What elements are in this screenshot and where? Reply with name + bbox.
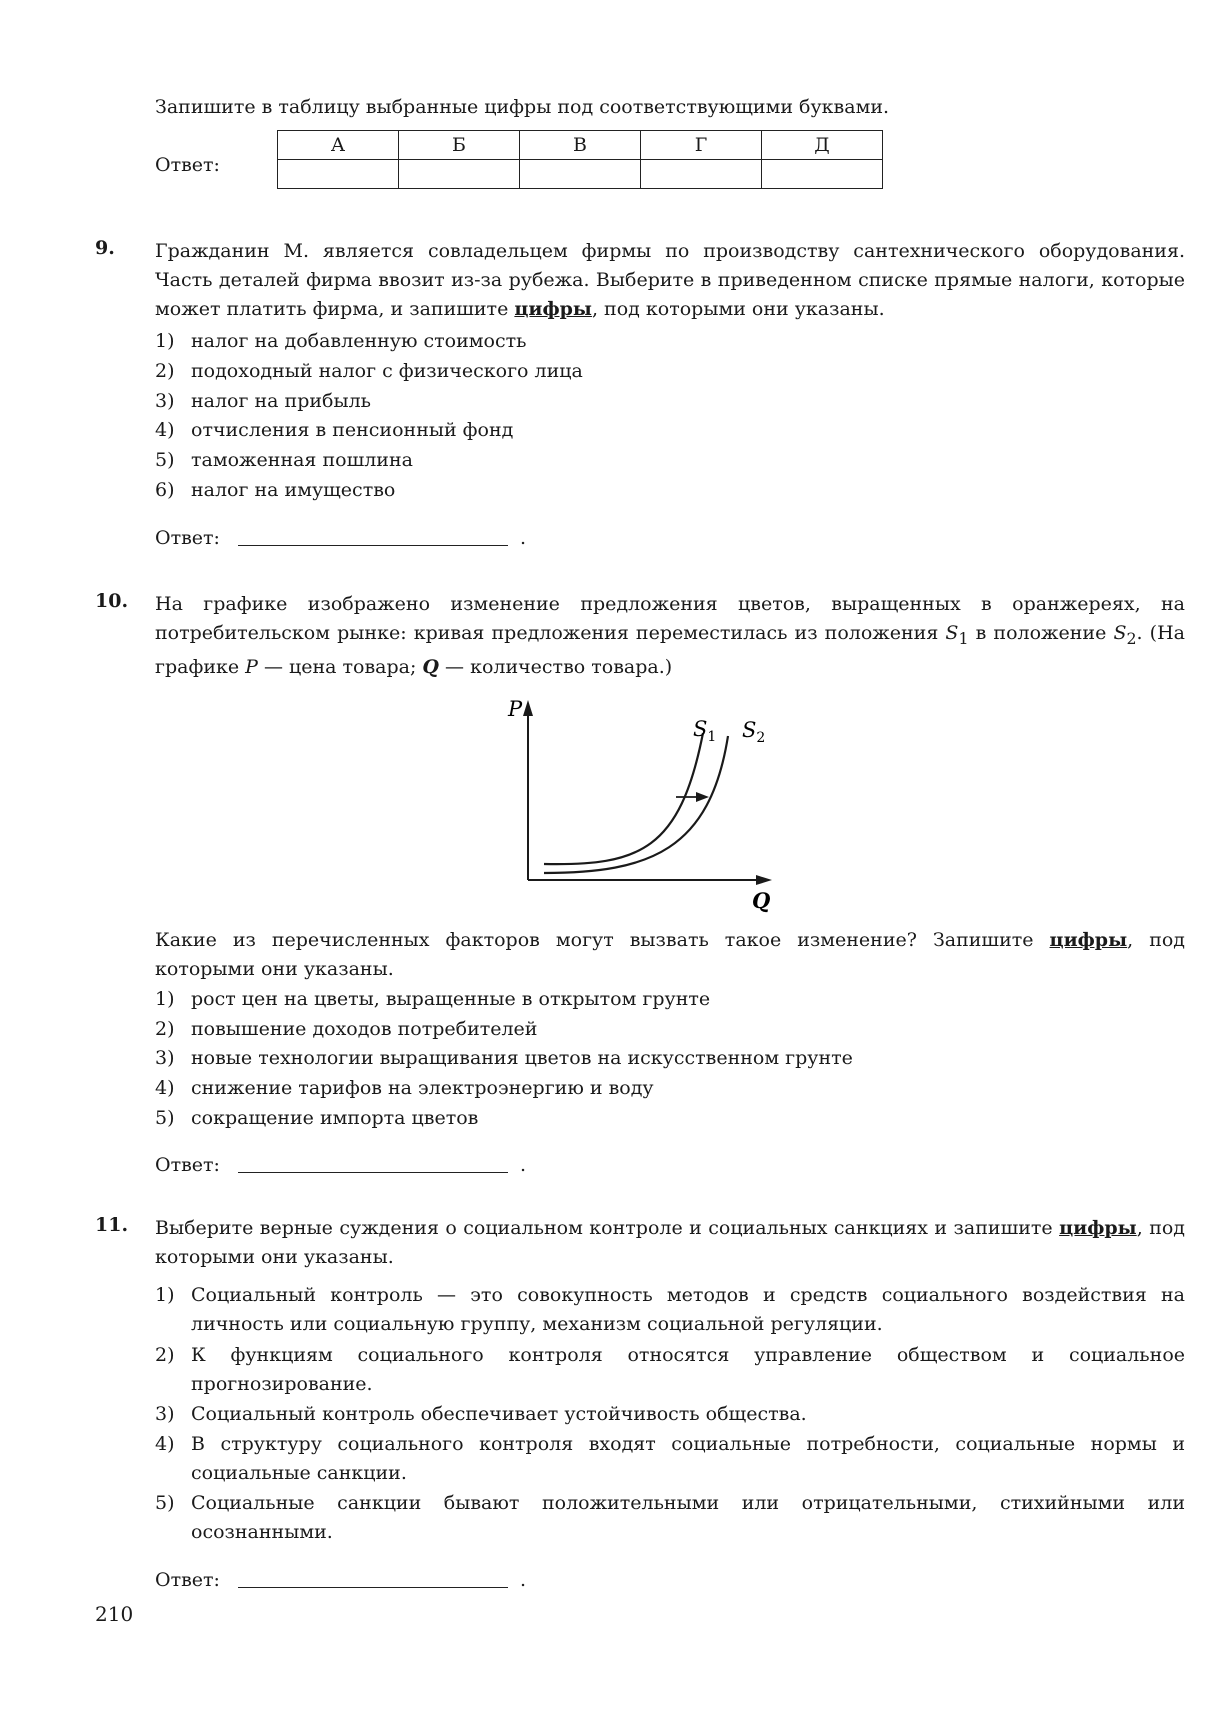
answer-table-header: Б bbox=[399, 131, 520, 160]
s1-letter: S bbox=[945, 622, 959, 644]
s2-letter: S bbox=[1113, 622, 1127, 644]
y-axis-label: P bbox=[508, 697, 523, 721]
option-text: рост цен на цветы, выращенные в открытом грунте bbox=[191, 988, 711, 1010]
option-number: 5) bbox=[155, 1492, 175, 1514]
option-number: 3) bbox=[155, 390, 175, 412]
option-number: 3) bbox=[155, 1047, 175, 1069]
option-text: повышение доходов потребителей bbox=[191, 1018, 538, 1040]
x-axis-label: Q bbox=[752, 888, 771, 913]
question-9-text-part: , под которыми они указаны. bbox=[591, 298, 885, 320]
option-number: 4) bbox=[155, 1077, 175, 1099]
question-10-emphasis: цифры bbox=[1049, 929, 1128, 951]
p-letter: P bbox=[245, 655, 258, 678]
option-text: Социальные санкции бывают положительными или отрицательными, стихийными или осознанными. bbox=[191, 1492, 1185, 1543]
answer-end-11: . bbox=[520, 1569, 527, 1591]
answer-label-9: Ответ: bbox=[155, 527, 220, 549]
question-10-text-part: . (На графике bbox=[155, 622, 1185, 678]
question-11-text bbox=[155, 1214, 1185, 1272]
option-text: отчисления в пенсионный фонд bbox=[191, 419, 514, 441]
option-text: сокращение импорта цветов bbox=[191, 1107, 479, 1129]
x-axis-arrow bbox=[756, 875, 772, 885]
option-text: Социальный контроль — это совокупность методов и средств социального воздействия на личность или социальную группу, механизм социальной регуляции. bbox=[191, 1284, 1185, 1335]
question-9-text-part: Гражданин М. является совладельцем фирмы по производству сантехнического оборудования. Часть деталей фирма ввозит из-за рубежа. Выберите в приведенном списке прямые налоги, которые может платить фирма, и запишите bbox=[155, 240, 1185, 320]
page-number: 210 bbox=[95, 1602, 134, 1626]
y-axis-arrow bbox=[523, 700, 533, 716]
answer-label-intro: Ответ: bbox=[155, 154, 220, 176]
answer-label-10: Ответ: bbox=[155, 1154, 220, 1176]
answer-table-cell[interactable] bbox=[641, 160, 762, 189]
question-9-option bbox=[155, 327, 1185, 356]
question-11-text-part: Выберите верные суждения о социальном контроле и социальных санкциях и запишите bbox=[155, 1217, 1060, 1239]
option-number: 4) bbox=[155, 419, 175, 441]
s2-subscript: 2 bbox=[1126, 628, 1137, 648]
question-10-option bbox=[155, 985, 1185, 1014]
shift-arrow-head bbox=[696, 792, 709, 802]
s1-subscript: 1 bbox=[958, 628, 969, 648]
question-10-prompt-part: Какие из перечисленных факторов могут вызвать такое изменение? Запишите bbox=[155, 929, 1050, 951]
question-9-option bbox=[155, 387, 1185, 416]
question-10-text bbox=[155, 590, 1185, 682]
option-text: В структуру социального контроля входят социальные потребности, социальные нормы и социальные санкции. bbox=[191, 1433, 1185, 1484]
answer-line-10[interactable] bbox=[238, 1172, 508, 1173]
table-instruction: Запишите в таблицу выбранные цифры под соответствующими буквами. bbox=[155, 96, 890, 118]
question-10-prompt-part: , под которыми они указаны. bbox=[155, 929, 1185, 980]
answer-table-header: А bbox=[278, 131, 399, 160]
option-number: 1) bbox=[155, 1284, 175, 1306]
question-10-option bbox=[155, 1104, 1185, 1133]
question-10-text-part: в положение bbox=[968, 622, 1114, 644]
option-text: новые технологии выращивания цветов на искусственном грунте bbox=[191, 1047, 853, 1069]
option-number: 6) bbox=[155, 479, 175, 501]
option-text: налог на имущество bbox=[191, 479, 396, 501]
question-9-number: 9. bbox=[95, 237, 115, 259]
question-11-option bbox=[155, 1341, 1185, 1399]
option-number: 3) bbox=[155, 1403, 175, 1425]
option-text: К функциям социального контроля относятся управление обществом и социальное прогнозирование. bbox=[191, 1344, 1185, 1395]
question-10-option bbox=[155, 1074, 1185, 1103]
question-11-option bbox=[155, 1281, 1185, 1339]
question-11-emphasis: цифры bbox=[1059, 1217, 1137, 1239]
option-number: 4) bbox=[155, 1433, 175, 1455]
option-number: 5) bbox=[155, 449, 175, 471]
question-10-text-part: На графике изображено изменение предложения цветов, выращенных в оранжереях, на потребительском рынке: кривая предложения переместилась из положения bbox=[155, 593, 1185, 644]
s1-label: $S_1$ bbox=[693, 717, 717, 745]
question-10-number: 10. bbox=[95, 590, 129, 612]
option-number: 1) bbox=[155, 330, 175, 352]
answer-end-10: . bbox=[520, 1154, 527, 1176]
question-9-emphasis: цифры bbox=[514, 298, 592, 320]
answer-table-header: В bbox=[520, 131, 641, 160]
question-10-prompt bbox=[155, 926, 1185, 984]
supply-shift-chart bbox=[490, 690, 790, 920]
q-letter: Q bbox=[422, 655, 439, 678]
answer-table-cell[interactable] bbox=[278, 160, 399, 189]
answer-table-cell[interactable] bbox=[762, 160, 883, 189]
s2-label: $S_2$ bbox=[742, 718, 766, 746]
option-number: 5) bbox=[155, 1107, 175, 1129]
answer-end-9: . bbox=[520, 527, 527, 549]
answer-label-11: Ответ: bbox=[155, 1569, 220, 1591]
option-text: налог на прибыль bbox=[191, 390, 371, 412]
question-11-text-part: , под которыми они указаны. bbox=[155, 1217, 1185, 1268]
question-9-option bbox=[155, 416, 1185, 445]
question-9-option bbox=[155, 446, 1185, 475]
option-number: 1) bbox=[155, 988, 175, 1010]
option-text: подоходный налог с физического лица bbox=[191, 360, 583, 382]
curve-s1 bbox=[544, 733, 703, 864]
option-text: таможенная пошлина bbox=[191, 449, 413, 471]
question-11-option bbox=[155, 1430, 1185, 1488]
answer-table bbox=[277, 130, 883, 189]
question-9-text bbox=[155, 237, 1185, 324]
option-number: 2) bbox=[155, 1018, 175, 1040]
option-number: 2) bbox=[155, 1344, 175, 1366]
question-9-option bbox=[155, 357, 1185, 386]
question-9-option bbox=[155, 476, 1185, 505]
answer-table-header-row bbox=[278, 131, 883, 160]
option-text: снижение тарифов на электроэнергию и воду bbox=[191, 1077, 654, 1099]
answer-table-value-row bbox=[278, 160, 883, 189]
answer-table-header: Д bbox=[762, 131, 883, 160]
option-text: налог на добавленную стоимость bbox=[191, 330, 527, 352]
option-text: Социальный контроль обеспечивает устойчивость общества. bbox=[191, 1403, 807, 1425]
answer-line-11[interactable] bbox=[238, 1587, 508, 1588]
answer-table-cell[interactable] bbox=[399, 160, 520, 189]
option-number: 2) bbox=[155, 360, 175, 382]
question-10-text-part: — количество товара.) bbox=[438, 655, 673, 678]
question-10-option bbox=[155, 1015, 1185, 1044]
answer-table-cell[interactable] bbox=[520, 160, 641, 189]
question-10-text-part: — цена товара; bbox=[257, 655, 423, 678]
answer-line-9[interactable] bbox=[238, 545, 508, 546]
question-10-option bbox=[155, 1044, 1185, 1073]
question-11-option bbox=[155, 1489, 1185, 1547]
answer-table-header: Г bbox=[641, 131, 762, 160]
question-11-number: 11. bbox=[95, 1214, 129, 1236]
question-11-option bbox=[155, 1400, 1185, 1429]
